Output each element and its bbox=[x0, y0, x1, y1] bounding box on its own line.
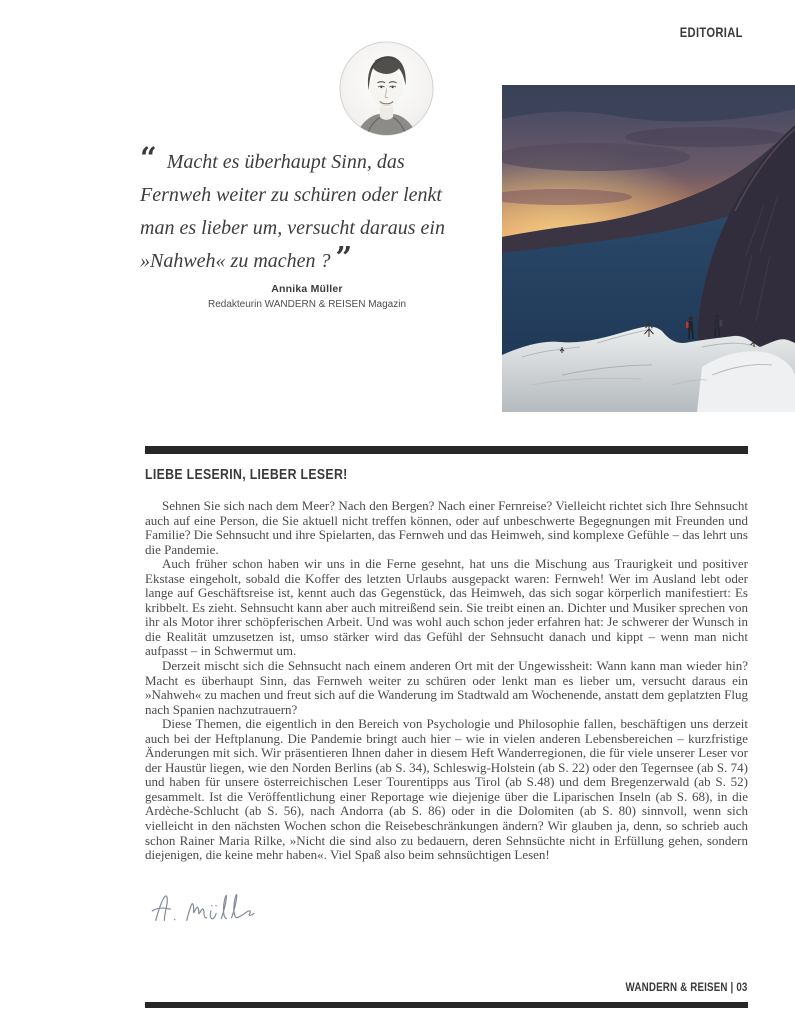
author-portrait bbox=[339, 41, 434, 136]
portrait-image bbox=[339, 41, 434, 136]
close-quote-mark: ” bbox=[335, 240, 353, 274]
article-paragraph: Derzeit mischt sich die Sehnsucht nach einem anderen Ort mit der Ungewissheit: Wann kann man wieder hin? Macht es überhaupt Sinn, das Fernweh weiter zu schüren oder lenkt man es lieber um, versucht daraus ein »Nahweh« zu machen und freut sich auf die Wanderung im Stadtwald am Wochenende, anstatt dem geplatzten Flug nach Spanien nachzutrauern? bbox=[145, 658, 748, 717]
article-paragraph: Sehnen Sie sich nach dem Meer? Nach den Bergen? Nach einer Fernreise? Vielleicht richtet sich Ihre Sehnsucht auch auf eine Person, die Sie aktuell nicht treffen können, oder auf unbeschwerte Begegnungen mit Freunden und Familie? Die Sehnsucht und ihre Spielarten, das Fernweh und das Heimweh, sind komplexe Gefühle – das lehrt uns die Pandemie. bbox=[145, 498, 748, 557]
quote-attribution bbox=[140, 283, 474, 310]
open-quote-mark: “ bbox=[140, 141, 157, 175]
author-role: Redakteurin WANDERN & REISEN Magazin bbox=[207, 299, 407, 310]
signature bbox=[148, 886, 260, 934]
top-rule bbox=[145, 446, 748, 454]
hero-photo bbox=[502, 85, 795, 412]
article-paragraph: Diese Themen, die eigentlich in den Bereich von Psychologie und Philosophie fallen, beschäftigen uns derzeit auch bei der Heftplanung. Die Pandemie bringt auch hier – wie in vielen anderen Lebensbereichen – kurzfristige Änderungen mit sich. Wir präsentieren Ihnen daher in diesem Heft Wanderregionen, die für viele unserer Leser vor der Haustür liegen, wie den Norden Berlins (ab S. 34), Schleswig-Holstein (ab S. 22) oder den Tegernsee (ab S. 74) und haben für unsere österreichischen Leser Tourentipps aus Tirol (ab S.48) und dem Bregenzerwald (ab S. 52) gesammelt. Ist die Veröffentlichung einer Reportage wie diejenige über die Liparischen Inseln (ab S. 68), in die Ardèche-Schlucht (ab S. 56), nach Andorra (ab S. 86) oder in die Dolomiten (ab S. 80) sinnvoll, wenn sich vielleicht in den nächsten Wochen schon die Reisebeschränkungen ändern? Wir glauben ja, denn, so schrieb auch schon Rainer Maria Rilke, »Nicht die sind also zu bedauern, deren Sehnsüchte nicht in Erfüllung gehen, sondern diejenigen, die keine mehr haben«. Viel Spaß also beim sehnsüchtigen Lesen! bbox=[145, 716, 748, 863]
article-body bbox=[145, 499, 748, 863]
hero-photo-image bbox=[502, 85, 795, 412]
signature-image bbox=[148, 886, 260, 934]
pull-quote bbox=[140, 141, 474, 278]
pull-quote-text: Macht es überhaupt Sinn, das Fernweh weiter zu schüren oder lenkt man es lieber um, versucht daraus ein »Nahweh« zu machen ? bbox=[140, 151, 445, 272]
author-name: Annika Müller bbox=[271, 283, 343, 295]
article-paragraph: Auch früher schon haben wir uns in die Ferne gesehnt, hat uns die Mischung aus Traurigkeit und positiver Ekstase eingeholt, sobald die Koffer des letzten Urlaubs ausgepackt waren: Fernweh! Wer im Ausland lebt oder lange auf Geschäftsreise ist, kennt auch das Gegenstück, das Heimweh, das sich sogar körperlich manifestiert: Es kribbelt. Es zieht. Sehnsucht kann aber auch mitreißend sein. Sie treibt einen an. Dichter und Musiker sprechen von ihr als Motor ihrer schöpferischen Arbeit. Und was wohl auch schon jeder erfahren hat: Je schwerer der Wunsch in die Realität umzusetzen ist, umso stärker wird das Gefühl der Sehnsucht danach und kippt – wenn man nicht aufpasst – in Schwermut um. bbox=[145, 556, 748, 659]
page-label: EDITORIAL bbox=[679, 24, 743, 40]
article-heading: LIEBE LESERIN, LIEBER LESER! bbox=[145, 466, 348, 483]
page-footer: WANDERN & REISEN | 03 bbox=[625, 982, 748, 994]
bottom-rule bbox=[145, 1002, 748, 1008]
